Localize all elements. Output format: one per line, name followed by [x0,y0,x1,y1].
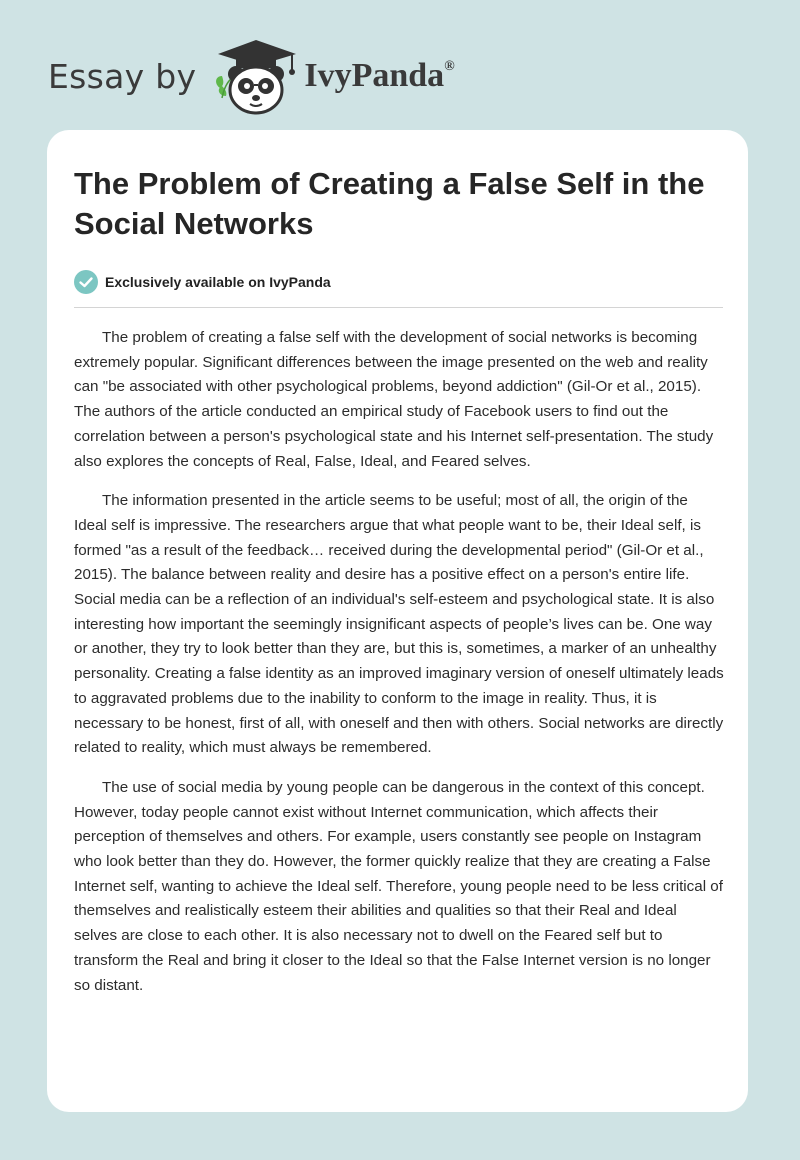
check-circle-icon [74,270,98,294]
exclusive-badge-text: Exclusively available on IvyPanda [105,274,331,290]
essay-body [74,326,722,998]
essay-card [47,130,748,1112]
registered-mark: ® [444,58,455,74]
brand-name[interactable] [304,59,454,93]
essay-by-label: Essay by [48,56,197,96]
site-header [48,36,455,116]
page-title: The Problem of Creating a False Self in the Social Networks [74,166,705,241]
paragraph: The use of social media by young people can be dangerous in the context of this concept. However, today people cannot exist without Internet communication, which affects their perception of themselves and others. For example, users constantly see people on Instagram who look better than they do. However, the former quickly realize that they are creating a False Internet self, wanting to achieve the Ideal self. Therefore, young people need to be less critical of themselves and realistically esteem their abilities and qualities so that their Real and Ideal selves are close to each other. It is also necessary not to dwell on the Feared self but to transform the Real and bring it closer to the Ideal so that the False Internet version is no longer so distant. [74,778,723,994]
paragraph: The information presented in the article seems to be useful; most of all, the origin of the Ideal self is impressive. The researchers argue that what people want to be, their Ideal self, is formed "as a result of the feedback… received during the developmental period" (Gil-Or et al., 2015). The balance between reality and desire has a positive effect on a person's entire life. Social media can be a reflection of an individual's self-esteem and psychological state. It is also interesting how important the seemingly insignificant aspects of people’s lives can be. One way or another, they try to look better than they are, but this is, sometimes, a marker of an unhealthy personality. Creating a false identity as an improved imaginary version of oneself ultimately leads to aggravated problems due to the inability to conform to the image in reality. Thus, it is necessary to be honest, first of all, with oneself and then with others. Social networks are directly related to reality, which must always be remembered. [74,492,724,757]
panda-graduate-icon[interactable] [212,36,300,116]
brand-name-text: IvyPanda [304,57,445,94]
divider [74,307,723,308]
exclusive-badge [74,270,722,294]
paragraph: The problem of creating a false self with the development of social networks is becoming extremely popular. Significant differences between the image presented on the web and reality can "be associated with other psychological problems, beyond addiction" (Gil-Or et al., 2015). The authors of the article conducted an empirical study of Facebook users to find out the correlation between a person's psychological state and his Internet self-presentation. The study also explores the concepts of Real, False, Ideal, and Feared selves. [74,329,714,470]
